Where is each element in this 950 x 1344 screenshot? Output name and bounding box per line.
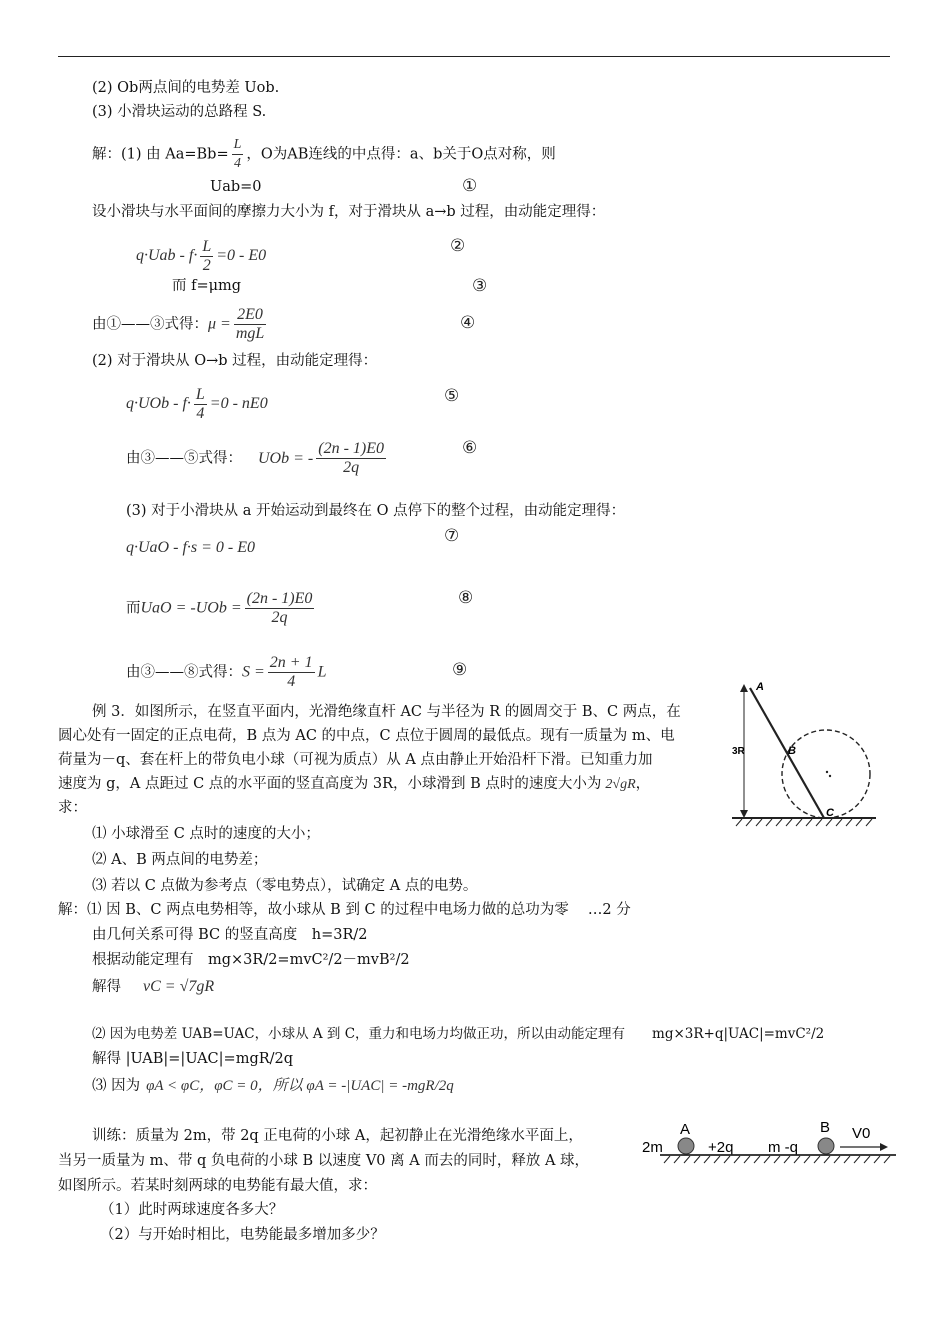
training-line1: 训练：质量为 2m，带 2q 正电荷的小球 A，起初静止在光滑绝缘水平面上， — [92, 1128, 583, 1144]
equation-7: q·UaO - f·s = 0 - E0 — [126, 539, 256, 556]
velocity-label: V0 — [852, 1125, 871, 1142]
example3-line4: 速度为 g，A 点距过 C 点的水平面的竖直高度为 3R，小球滑到 B 点时的速度大小为 2√gR， — [58, 776, 651, 792]
ball-a-mass: 2m — [642, 1139, 663, 1156]
circled-4: ④ — [460, 313, 476, 333]
point-b-label: B — [788, 745, 796, 757]
height-arrow-top — [740, 684, 748, 692]
example3-solution-4: 解得 vC = √7gR — [92, 978, 215, 995]
training-line2: 当另一质量为 m、带 q 负电荷的小球 B 以速度 V0 离 A 而去的同时，释放 A 球， — [58, 1153, 590, 1169]
example3-solution-7: ⑶ 因为 φA < φC，φC = 0，所以 φA = -|UAC| = -mgR/2q — [92, 1078, 454, 1094]
height-arrow-bottom — [740, 810, 748, 818]
rod-ac — [750, 688, 824, 818]
dashed-circle — [782, 730, 870, 818]
ball-a — [678, 1138, 694, 1154]
circled-7: ⑦ — [444, 526, 460, 546]
equation-9: 由③——⑧式得：S = $\frac{2n + 1}{4}$ L — [126, 654, 327, 690]
example3-q3: ⑶ 若以 C 点做为参考点（零电势点），试确定 A 点的电势。 — [92, 878, 478, 894]
example3-solution-1: 解：⑴ 因 B、C 两点电势相等，故小球从 B 到 C 的过程中电场力做的总功为零 …2 分 — [58, 902, 631, 918]
uab-equation: Uab=0 — [210, 179, 262, 195]
circled-2: ② — [450, 236, 466, 256]
example3-line1: 例 3．如图所示，在竖直平面内，光滑绝缘直杆 AC 与半径为 R 的圆周交于 B、C 两点，在 — [92, 704, 681, 720]
question-3: (3) 小滑块运动的总路程 S. — [92, 104, 267, 120]
equation-6: 由③——⑤式得： UOb = - $\frac{(2n - 1)E0}{2q}$ — [126, 440, 384, 476]
part-2-intro: (2) 对于滑块从 O→b 过程，由动能定理得： — [92, 353, 378, 369]
circled-8: ⑧ — [458, 588, 474, 608]
example3-solution-2: 由几何关系可得 BC 的竖直高度 h=3R/2 — [92, 927, 368, 943]
surface-hatch — [664, 1156, 890, 1163]
circled-5: ⑤ — [444, 386, 460, 406]
ball-a-charge: +2q — [708, 1139, 734, 1156]
circled-1: ① — [462, 176, 478, 196]
example3-solution-3: 根据动能定理有 mg×3R/2=mvC²/2－mvB²/2 — [92, 952, 410, 968]
example3-line5: 求： — [58, 800, 87, 816]
velocity-arrowhead — [880, 1143, 888, 1151]
circle-center — [826, 771, 828, 773]
example3-solution-6: 解得 |UAB|=|UAC|=mgR/2q — [92, 1051, 294, 1067]
equation-2: q·Uab - f· $\frac{L}{2}$ =0 - E0 — [136, 238, 267, 274]
header-rule — [58, 56, 890, 57]
solution-intro: 解：(1) 由 Aa=Bb= $\frac{L}{4}$ ，O为AB连线的中点得：a、b关于O点对称，则 — [92, 137, 556, 171]
circled-3: ③ — [472, 276, 488, 296]
circled-9: ⑨ — [452, 660, 468, 680]
ball-b-mass-charge: m -q — [768, 1139, 798, 1156]
example3-solution-5: ⑵ 因为电势差 UAB=UAC，小球从 A 到 C，重力和电场力均做正功，所以由动能定理有 mg×3R+q|UAC|=mvC²/2 — [92, 1026, 825, 1042]
rod-circle-figure — [728, 676, 880, 828]
example3-q2: ⑵ A、B 两点间的电势差； — [92, 852, 268, 868]
point-a-label: A — [756, 681, 764, 693]
two-balls-figure — [640, 1116, 900, 1168]
training-q2: （2）与开始时相比，电势能最多增加多少？ — [100, 1227, 385, 1243]
equation-8: 而UaO = -UOb = $\frac{(2n - 1)E0}{2q}$ — [126, 590, 313, 626]
circle-center-mark — [829, 775, 831, 777]
training-line3: 如图所示。若某时刻两球的电势能有最大值，求： — [58, 1178, 377, 1194]
training-q1: （1）此时两球速度各多大？ — [100, 1202, 284, 1218]
ground-hatch — [736, 819, 872, 826]
equation-5: q·UOb - f· $\frac{L}{4}$ =0 - nE0 — [126, 386, 268, 422]
part-3-intro: (3) 对于小滑块从 a 开始运动到最终在 O 点停下的整个过程，由动能定理得： — [126, 503, 626, 519]
friction-text: 设小滑块与水平面间的摩擦力大小为 f，对于滑块从 a→b 过程，由动能定理得： — [92, 204, 606, 220]
ball-b — [818, 1138, 834, 1154]
example3-line2: 圆心处有一固定的正点电荷，B 点为 AC 的中点，C 点位于圆周的最低点。现有一质量为 m、电 — [58, 728, 675, 744]
ball-a-label: A — [680, 1121, 691, 1138]
ball-b-label: B — [820, 1119, 831, 1136]
equation-3: 而 f=μmg — [172, 278, 242, 294]
question-2: (2) Ob两点间的电势差 Uob. — [92, 80, 280, 96]
example3-q1: ⑴ 小球滑至 C 点时的速度的大小； — [92, 826, 320, 842]
example3-line3: 荷量为－q、套在杆上的带负电小球（可视为质点）从 A 点由静止开始沿杆下滑。已知重力加 — [58, 752, 653, 768]
circled-6: ⑥ — [462, 438, 478, 458]
equation-4: 由①——③式得：μ = $\frac{2E0}{\text{mgL}}$ — [92, 306, 265, 342]
height-label: 3R — [732, 746, 745, 757]
point-c-label: C — [826, 807, 834, 819]
